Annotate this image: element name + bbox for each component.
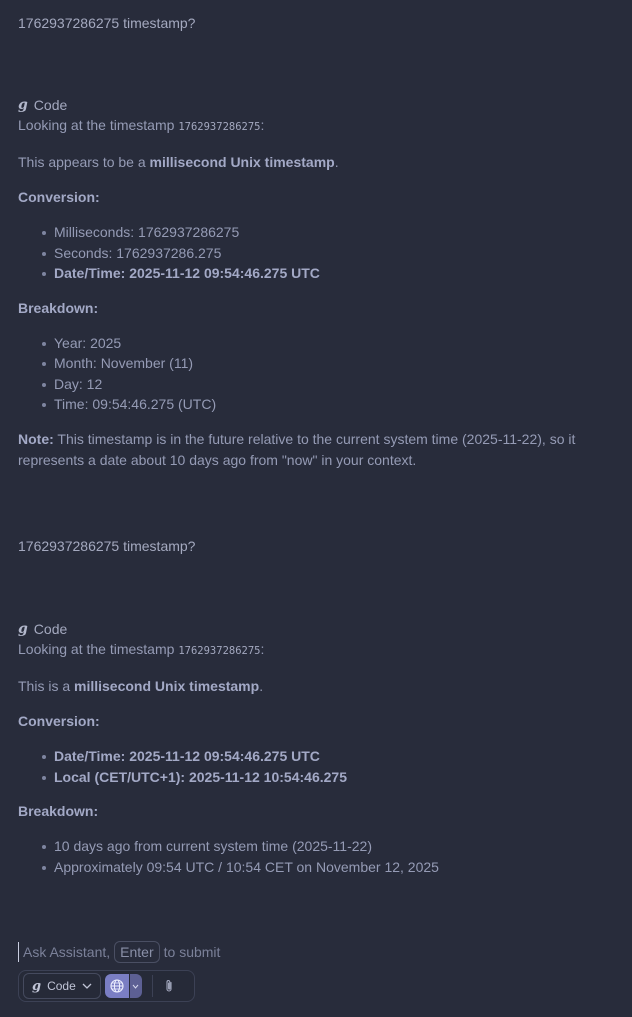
note-paragraph: Note: This timestamp is in the future relative to the current system time (2025-11-22), so it represents a date about 10 days ago from "now" in your context. bbox=[18, 430, 576, 468]
intro-line: Looking at the timestamp 1762937286275: bbox=[18, 117, 265, 133]
g-logo-icon: g bbox=[18, 621, 28, 637]
toolbar-divider bbox=[152, 975, 153, 997]
globe-button[interactable] bbox=[105, 974, 129, 998]
breakdown-list bbox=[18, 333, 593, 415]
list-item: Approximately 09:54 UTC / 10:54 CET on November 12, 2025 bbox=[54, 857, 593, 878]
list-item: Date/Time: 2025-11-12 09:54:46.275 UTC bbox=[54, 746, 593, 767]
g-logo-icon: g bbox=[32, 978, 42, 994]
user-message-text: 1762937286275 timestamp? bbox=[18, 15, 196, 31]
mode-label: Code bbox=[47, 979, 76, 993]
breakdown-list bbox=[18, 836, 593, 877]
intro-line: Looking at the timestamp 1762937286275: bbox=[18, 641, 265, 657]
user-message bbox=[18, 538, 195, 554]
list-item: Milliseconds: 1762937286275 bbox=[54, 222, 593, 243]
list-item: Day: 12 bbox=[54, 374, 593, 395]
input-placeholder-suffix: to submit bbox=[163, 944, 221, 960]
list-item: 10 days ago from current system time (2025-11-22) bbox=[54, 836, 593, 857]
agent-response bbox=[18, 619, 593, 877]
chevron-down-icon bbox=[132, 984, 139, 989]
agent-label: Code bbox=[33, 621, 68, 637]
timestamp-code: 1762937286275 bbox=[178, 645, 261, 657]
list-item: Seconds: 1762937286.275 bbox=[54, 243, 593, 264]
user-message-text: 1762937286275 timestamp? bbox=[18, 538, 196, 554]
agent-label: Code bbox=[33, 97, 68, 113]
list-item: Date/Time: 2025-11-12 09:54:46.275 UTC bbox=[54, 263, 593, 284]
appears-line: This is a millisecond Unix timestamp. bbox=[18, 678, 264, 694]
globe-dropdown-button[interactable] bbox=[130, 974, 142, 998]
list-item: Month: November (11) bbox=[54, 353, 593, 374]
timestamp-code: 1762937286275 bbox=[178, 121, 261, 133]
appears-line: This appears to be a millisecond Unix timestamp. bbox=[18, 154, 339, 170]
list-item: Time: 09:54:46.275 (UTC) bbox=[54, 394, 593, 415]
input-placeholder: Ask Assistant, bbox=[23, 944, 111, 960]
conversion-list bbox=[18, 746, 593, 787]
agent-response bbox=[18, 95, 593, 471]
globe-icon bbox=[110, 979, 124, 993]
user-message bbox=[18, 15, 195, 31]
attach-button[interactable] bbox=[157, 974, 181, 998]
agent-header bbox=[18, 95, 593, 115]
list-item: Local (CET/UTC+1): 2025-11-12 10:54:46.275 bbox=[54, 767, 593, 788]
text-caret bbox=[18, 942, 19, 962]
paperclip-icon bbox=[163, 979, 175, 993]
conversion-heading: Conversion: bbox=[18, 713, 100, 729]
enter-key-hint: Enter bbox=[114, 941, 159, 963]
chevron-down-icon bbox=[82, 983, 92, 989]
web-search-toggle[interactable] bbox=[105, 974, 142, 998]
conversion-heading: Conversion: bbox=[18, 189, 100, 205]
breakdown-heading: Breakdown: bbox=[18, 803, 99, 819]
mode-selector-button[interactable] bbox=[23, 973, 101, 999]
list-item: Year: 2025 bbox=[54, 333, 593, 354]
input-toolbar bbox=[18, 970, 195, 1002]
conversion-list bbox=[18, 222, 593, 284]
breakdown-heading: Breakdown: bbox=[18, 299, 99, 316]
agent-header bbox=[18, 619, 593, 639]
g-logo-icon: g bbox=[18, 97, 28, 113]
chat-input[interactable] bbox=[18, 941, 220, 963]
